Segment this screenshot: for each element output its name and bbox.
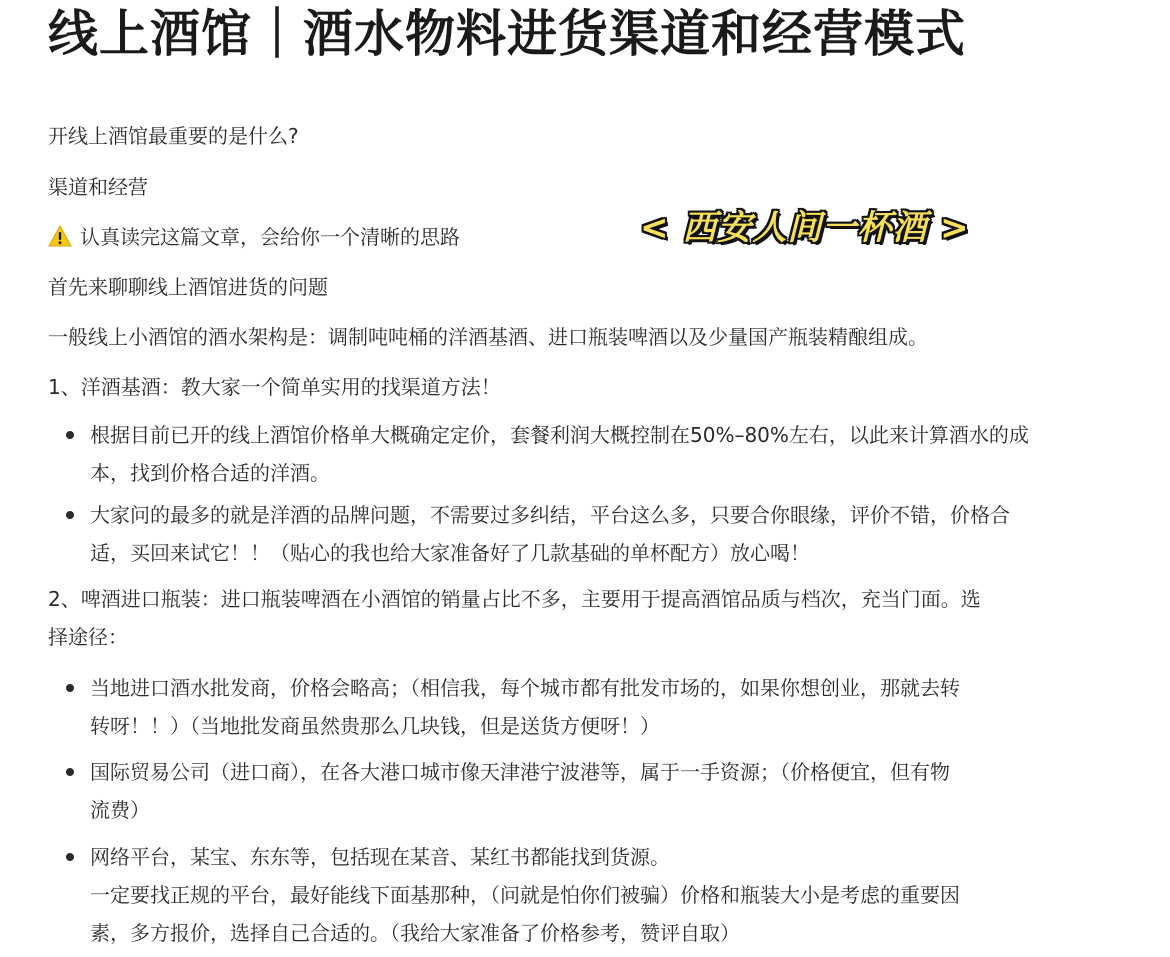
section2-heading	[48, 580, 981, 656]
section2-heading-line: 择途径：	[48, 625, 128, 649]
article-title: 线上酒馆｜酒水物料进货渠道和经营模式	[48, 5, 966, 63]
list-item-line: 流费）	[90, 798, 150, 822]
warning-line	[48, 218, 460, 256]
bullet-dot	[66, 853, 74, 861]
warning-icon	[48, 225, 72, 247]
list-item-line: 国际贸易公司（进口商），在各大港口城市像天津港宁波港等，属于一手资源；（价格便宜，但有物	[90, 760, 950, 784]
brand-stamp: < 西安人间一杯酒 >	[640, 208, 970, 248]
list-item-line: 网络平台，某宝、东东等，包括现在某音、某红书都能找到货源。	[90, 845, 670, 869]
intro-topic: 首先来聊聊线上酒馆进货的问题	[48, 275, 328, 299]
list-item-line: 当地进口酒水批发商，价格会略高；（相信我，每个城市都有批发市场的，如果你想创业，那就去转	[90, 676, 960, 700]
section1-heading: 1、洋酒基酒：教大家一个简单实用的找渠道方法！	[48, 375, 501, 399]
list-item	[90, 416, 1090, 492]
list-item-line: 适，买回来试它！！（贴心的我也给大家准备好了几款基础的单杯配方）放心喝！	[90, 541, 810, 565]
list-item	[90, 496, 1090, 572]
bullet-dot	[66, 768, 74, 776]
bullet-dot	[66, 684, 74, 692]
intro-answer: 渠道和经营	[48, 175, 148, 199]
list-item-line: 本，找到价格合适的洋酒。	[90, 461, 330, 485]
bullet-dot	[66, 511, 74, 519]
intro-question: 开线上酒馆最重要的是什么?	[48, 124, 299, 148]
warning-text: 认真读完这篇文章，会给你一个清晰的思路	[80, 225, 460, 249]
list-item	[90, 753, 1090, 829]
intro-structure: 一般线上小酒馆的酒水架构是：调制吨吨桶的洋酒基酒、进口瓶装啤酒以及少量国产瓶装精酿组成。	[48, 325, 928, 349]
list-item	[90, 669, 1090, 745]
list-item-line: 转呀！！）（当地批发商虽然贵那么几块钱，但是送货方便呀！）	[90, 714, 660, 738]
list-item	[90, 838, 1090, 952]
section2-heading-line: 2、啤酒进口瓶装：进口瓶装啤酒在小酒馆的销量占比不多，主要用于提高酒馆品质与档次，充当门面。选	[48, 587, 981, 611]
list-item-line: 一定要找正规的平台，最好能线下面基那种，（问就是怕你们被骗）价格和瓶装大小是考虑的重要因	[90, 883, 960, 907]
list-item-line: 素，多方报价，选择自己合适的。（我给大家准备了价格参考，赞评自取）	[90, 921, 740, 945]
bullet-dot	[66, 431, 74, 439]
list-item-line: 大家问的最多的就是洋酒的品牌问题，不需要过多纠结，平台这么多，只要合你眼缘，评价不错，价格合	[90, 503, 1010, 527]
list-item-line: 根据目前已开的线上酒馆价格单大概确定定价，套餐利润大概控制在50%–80%左右，以此来计算酒水的成	[90, 423, 1029, 447]
